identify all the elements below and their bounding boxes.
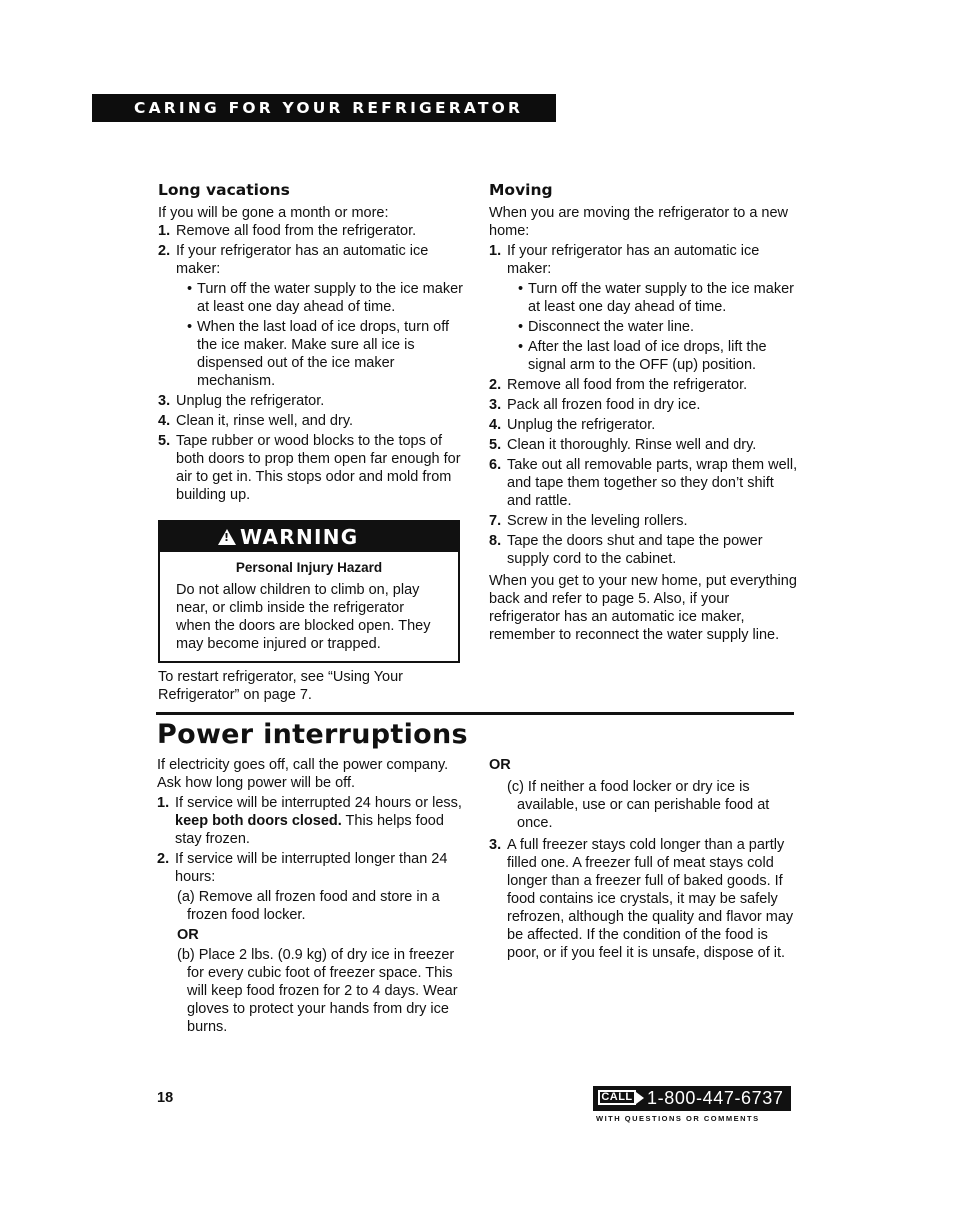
list-item: 1. Remove all food from the refrigerator. [158, 223, 417, 239]
list-item: 2. If service will be interrupted longer than 24 hours: (a) Remove all frozen food and store in a frozen food locker. OR (b) Place 2 lbs. (0.9 kg) of dry ice in freezer for every cubic foot of freezer space. This will keep food frozen for 2 to 4 days. Wear gloves to protect your hands from dry ice burns. [157, 850, 462, 1036]
list-item: 8. Tape the doors shut and tape the power supply cord to the cabinet. [489, 533, 763, 567]
list-item: 3. Unplug the refrigerator. [158, 393, 325, 409]
bullet-item: • Disconnect the water line. [518, 318, 799, 336]
power-option-a: (a) Remove all frozen food and store in a frozen food locker. [177, 889, 440, 923]
warning-body: Do not allow children to climb on, play near, or climb inside the refrigerator when the doors are blocked open. They may become injured or trapped. [176, 582, 431, 652]
bullet-item: • When the last load of ice drops, turn off the ice maker. Make sure all ice is dispensed out of the ice maker mechanism. [187, 318, 468, 390]
warning-triangle-icon [218, 529, 236, 545]
phone-number: 1-800-447-6737 [647, 1088, 784, 1108]
warning-header [160, 522, 458, 552]
list-item: 4. Unplug the refrigerator. [489, 417, 656, 433]
call-banner [593, 1086, 791, 1111]
list-item: 5. Tape rubber or wood blocks to the tops of both doors to prop them open far enough for air to get in. This stops odor and mold from building up. [158, 433, 461, 503]
restart-note: To restart refrigerator, see “Using Your Refrigerator” on page 7. [158, 669, 404, 703]
long-vacations-intro: If you will be gone a month or more: [158, 205, 389, 221]
moving-closing: When you get to your new home, put everything back and refer to page 5. Also, if your refrigerator has an automatic ice maker, remember to reconnect the water supply line. [489, 573, 797, 643]
warning-title: WARNING [240, 525, 359, 549]
list-item: 7. Screw in the leveling rollers. [489, 513, 688, 529]
moving-section [489, 181, 799, 644]
power-right-column [489, 756, 799, 962]
bullet-item: • After the last load of ice drops, lift the signal arm to the OFF (up) position. [518, 338, 799, 374]
list-item: 3. Pack all frozen food in dry ice. [489, 397, 701, 413]
call-label: CALL [598, 1090, 636, 1105]
bullet-item: • Turn off the water supply to the ice maker at least one day ahead of time. [187, 280, 468, 316]
power-left-column [157, 756, 462, 1036]
power-option-c: (c) If neither a food locker or dry ice is available, use or can perishable food at once. [507, 779, 770, 831]
call-subtitle: WITH QUESTIONS OR COMMENTS [596, 1114, 760, 1123]
long-vacations-section [158, 181, 468, 504]
moving-intro: When you are moving the refrigerator to a new home: [489, 205, 789, 239]
page-number: 18 [157, 1090, 174, 1106]
list-item: 3. A full freezer stays cold longer than a partly filled one. A freezer full of meat stays cold longer than a freezer full of baked goods. If food contains ice crystals, it may be safely refrozen, although the quality and flavor may be affected. If the condition of the food is poor, or if you feel it is unsafe, dispose of it. [489, 837, 794, 961]
warning-box [158, 520, 460, 663]
call-arrow-icon [636, 1092, 644, 1104]
power-interruptions-heading: Power interruptions [157, 719, 468, 750]
moving-heading: Moving [489, 181, 553, 199]
or-label: OR [489, 757, 511, 773]
or-label: OR [177, 927, 199, 943]
section-banner: CARING FOR YOUR REFRIGERATOR [92, 94, 556, 122]
list-item: 1. If your refrigerator has an automatic ice maker: • Turn off the water supply to the ice maker at least one day ahead of time. • Disconnect the water line. • After the last load of ice drops, lift the signal arm to the OFF (up) position. [489, 242, 799, 374]
list-item: 4. Clean it, rinse well, and dry. [158, 413, 354, 429]
section-divider [156, 712, 794, 715]
long-vacations-heading: Long vacations [158, 181, 290, 199]
list-item: 2. Remove all food from the refrigerator. [489, 377, 748, 393]
power-option-b: (b) Place 2 lbs. (0.9 kg) of dry ice in freezer for every cubic foot of freezer space. This will keep food frozen for 2 to 4 days. Wear gloves to protect your hands from dry ice burns. [177, 947, 458, 1035]
bullet-item: • Turn off the water supply to the ice maker at least one day ahead of time. [518, 280, 799, 316]
list-item: 1. If service will be interrupted 24 hours or less, keep both doors closed. This helps food stay frozen. [157, 795, 462, 847]
list-item: 5. Clean it thoroughly. Rinse well and dry. [489, 437, 757, 453]
list-item: 6. Take out all removable parts, wrap them well, and tape them together so they don’t shift and rattle. [489, 457, 798, 509]
power-intro: If electricity goes off, call the power company. Ask how long power will be off. [157, 757, 449, 791]
warning-subtitle: Personal Injury Hazard [235, 560, 383, 575]
list-item: 2. If your refrigerator has an automatic ice maker: • Turn off the water supply to the ice maker at least one day ahead of time. • When the last load of ice drops, turn off the ice maker. Make sure all ice is dispensed out of the ice maker mechanism. [158, 242, 468, 390]
